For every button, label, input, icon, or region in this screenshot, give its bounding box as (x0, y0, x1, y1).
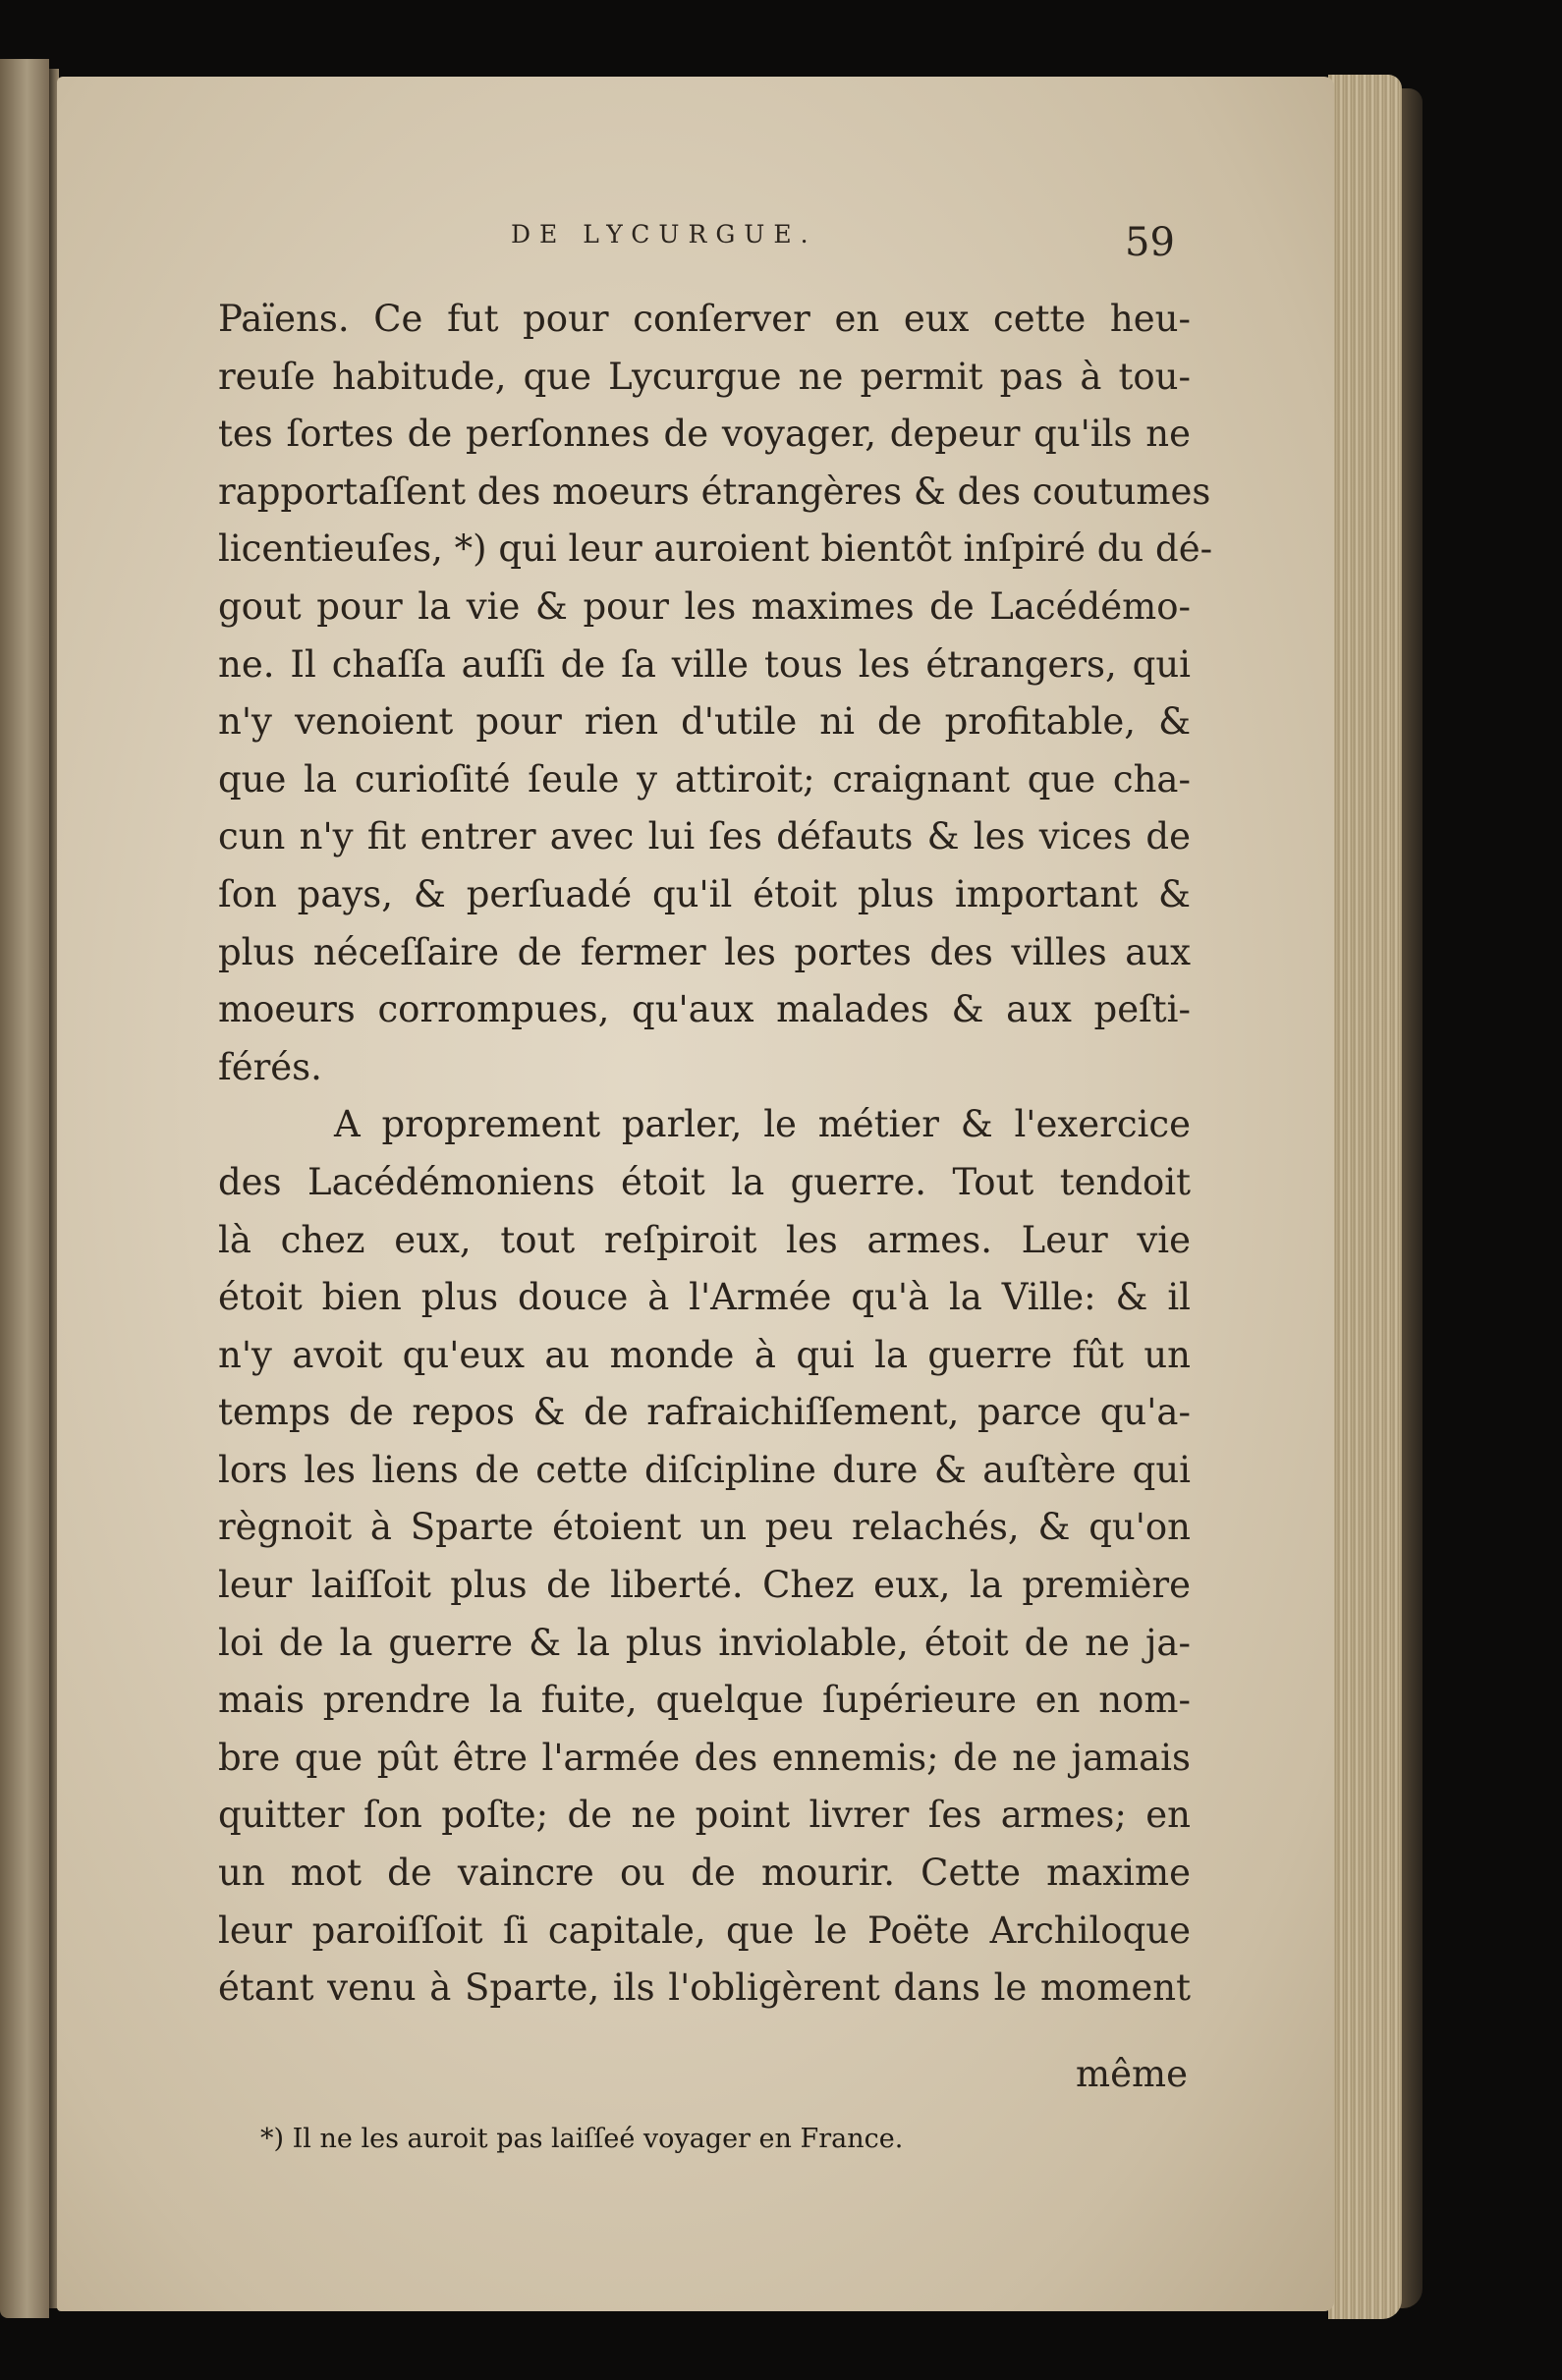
text-line: licentieuſes, *) qui leur auroient bientôt inſpiré du dé- (218, 527, 1213, 571)
text-line: étant venu à Sparte, ils l'obligèrent dans le moment (218, 1966, 1191, 2010)
text-line: Païens. Ce fut pour conſerver en eux cette heu- (218, 298, 1191, 340)
body-text (218, 291, 1213, 2018)
text-line: règnoit à Sparte étoient un peu relachés, & qu'on (218, 1506, 1191, 1549)
book-fore-edge (1328, 75, 1402, 2319)
text-line: leur laiſſoit plus de liberté. Chez eux, la première (218, 1564, 1191, 1607)
text-line: leur paroiſſoit ſi capitale, que le Poëte Archiloque (218, 1909, 1191, 1952)
text-line: que la curioſité ſeule y attiroit; craignant que cha- (218, 757, 1191, 801)
left-page-edge (0, 59, 49, 2318)
text-line: n'y avoit qu'eux au monde à qui la guerre fût un (218, 1333, 1191, 1376)
text-line: moeurs corrompues, qu'aux malades & aux peſti- (218, 988, 1191, 1031)
text-line: lors les liens de cette diſcipline dure & auſtère qui (218, 1448, 1191, 1491)
text-line: rapportaſſent des moeurs étrangères & des coutumes (218, 470, 1211, 513)
text-line: ne. Il chaſſa auſſi de ſa ville tous les étrangers, qui (218, 642, 1191, 686)
text-line: étoit bien plus douce à l'Armée qu'à la Ville: & il (218, 1276, 1191, 1319)
text-line: gout pour la vie & pour les maximes de Lacédémo- (218, 584, 1191, 628)
text-line: des Lacédémoniens étoit la guerre. Tout tendoit (218, 1160, 1191, 1203)
catchword: même (1076, 2053, 1188, 2095)
footnote: *) Il ne les auroit pas laiſſeé voyager en France. (260, 2124, 904, 2154)
text-line: tes ſortes de perſonnes de voyager, depeur qu'ils ne (218, 413, 1191, 456)
text-line: reuſe habitude, que Lycurgue ne permit pas à tou- (218, 355, 1191, 398)
text-line: cun n'y fit entrer avec lui ſes défauts & les vices de (218, 815, 1191, 858)
text-line: quitter ſon poſte; de ne point livrer ſes armes; en (218, 1794, 1191, 1837)
text-line: plus néceſſaire de fermer les portes des villes aux (218, 930, 1191, 973)
text-line: n'y venoient pour rien d'utile ni de profitable, & (218, 700, 1191, 744)
text-line: mais prendre la fuite, quelque ſupérieure en nom- (218, 1679, 1191, 1722)
text-line: là chez eux, tout reſpiroit les armes. Leur vie (218, 1218, 1191, 1261)
paragraph-start-line: A proprement parler, le métier & l'exercice (334, 1103, 1191, 1146)
text-line: loi de la guerre & la plus inviolable, étoit de ne ja- (218, 1621, 1191, 1664)
text-line: ſon pays, & perſuadé qu'il étoit plus important & (218, 872, 1191, 915)
text-line: bre que pût être l'armée des ennemis; de ne jamais (218, 1736, 1191, 1779)
page-number: 59 (1125, 220, 1175, 265)
text-line: temps de repos & de rafraichiſſement, parce qu'a- (218, 1391, 1191, 1434)
text-line: férés. (218, 1045, 322, 1088)
running-title: DE LYCURGUE. (511, 220, 817, 249)
text-line: un mot de vaincre ou de mourir. Cette maxime (218, 1852, 1191, 1895)
